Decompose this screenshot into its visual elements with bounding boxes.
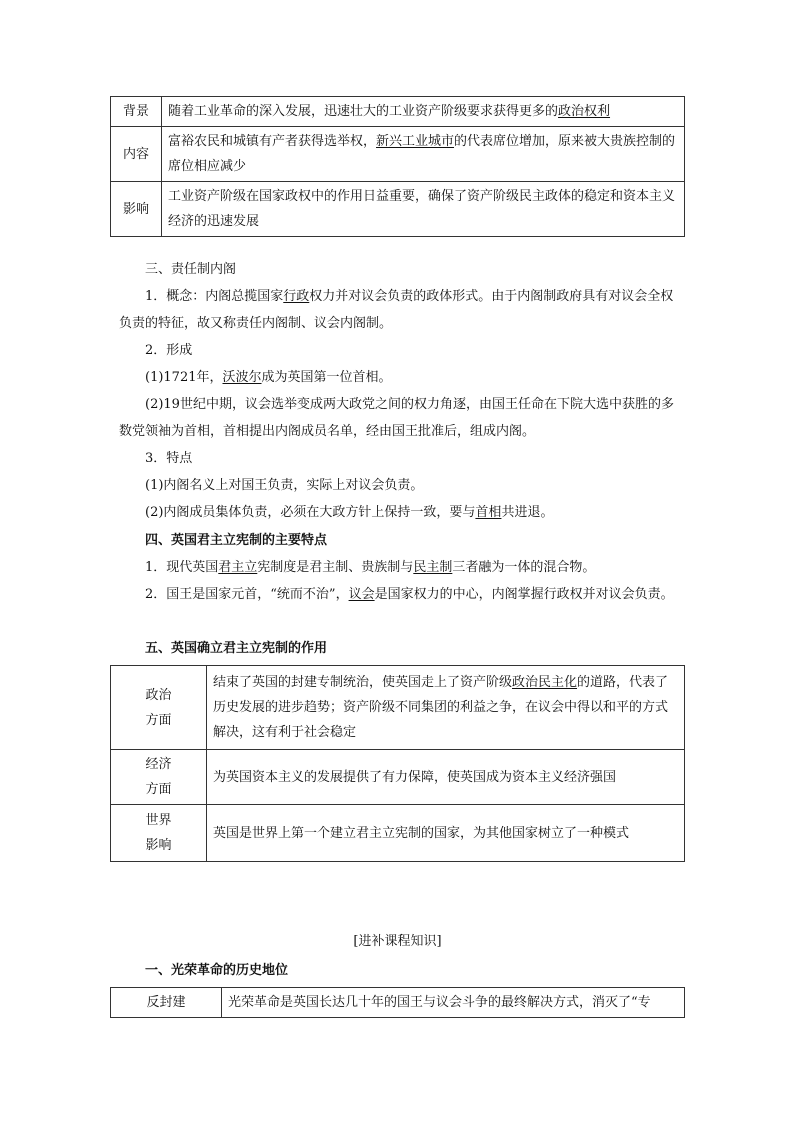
table-row [111,805,685,862]
table-reform [110,96,685,237]
section-title: 五、英国确立君主立宪制的作用 [145,641,328,656]
paragraph: (2)19世纪中期，议会选举变成两大政党之间的权力角逐，由国王任命在下院大选中获胜的多数党领袖为首相，首相提出内阁成员名单，经由国王批准后，组成内阁。 [119,397,674,439]
row-text: 结束了英国的封建专制统治，使英国走上了资产阶级政治民主化的道路，代表了历史发展的进步趋势；资产阶级不同集团的利益之争，在议会中得以和平的方式解决，这有利于社会稳定 [207,666,685,750]
row-head: 政治 方面 [111,666,207,750]
table-row [111,666,685,750]
paragraph: 1．概念：内阁总揽国家行政权力并对议会负责的政体形式。由于内阁制政府具有对议会全权负责的特征，故又称责任内阁制、议会内阁制。 [119,289,674,331]
paragraph: 1．现代英国君主立宪制度是君主制、贵族制与民主制三者融为一体的混合物。 [145,560,596,575]
row-text: 富裕农民和城镇有产者获得选举权，新兴工业城市的代表席位增加，原来被大贵族控制的席位相应减少 [162,127,685,182]
row-head: 世界 影响 [111,805,207,862]
section-title: 四、英国君主立宪制的主要特点 [145,533,328,548]
paragraph: 2．国王是国家元首，“统而不治”，议会是国家权力的中心，内阁掌握行政权并对议会负责。 [145,587,674,602]
row-text: 随着工业革命的深入发展，迅速壮大的工业资产阶级要求获得更多的政治权利 [162,97,685,127]
paragraph: (1)内阁名义上对国王负责，实际上对议会负责。 [145,478,424,493]
row-head: 背景 [111,97,162,127]
row-text: 英国是世界上第一个建立君主立宪制的国家，为其他国家树立了一种模式 [207,805,685,862]
paragraph: 3．特点 [145,451,193,466]
paragraph: (1)1721年，沃波尔成为英国第一位首相。 [145,370,392,385]
row-head: 内容 [111,127,162,182]
row-text: 光荣革命是英国长达几十年的国王与议会斗争的最终解决方式，消灭了“专 [222,988,685,1018]
table-row [111,182,685,237]
table-row [111,750,685,805]
row-head: 经济 方面 [111,750,207,805]
section-title: 一、光荣革命的历史地位 [145,963,289,978]
section-title: 三、责任制内阁 [145,262,237,277]
supplement-heading: [进补课程知识] [353,934,442,949]
row-head: 影响 [111,182,162,237]
table-row [111,988,685,1018]
row-text: 为英国资本主义的发展提供了有力保障，使英国成为资本主义经济强国 [207,750,685,805]
row-text: 工业资产阶级在国家政权中的作用日益重要，确保了资产阶级民主政体的稳定和资本主义经济的迅速发展 [162,182,685,237]
table-effects [110,665,685,862]
table-row [111,127,685,182]
table-row [111,97,685,127]
row-head: 反封建 [111,988,222,1018]
paragraph: (2)内阁成员集体负责，必须在大政方针上保持一致，要与首相共进退。 [145,505,554,520]
table-glorious-revolution [110,987,685,1018]
paragraph: 2．形成 [145,343,193,358]
